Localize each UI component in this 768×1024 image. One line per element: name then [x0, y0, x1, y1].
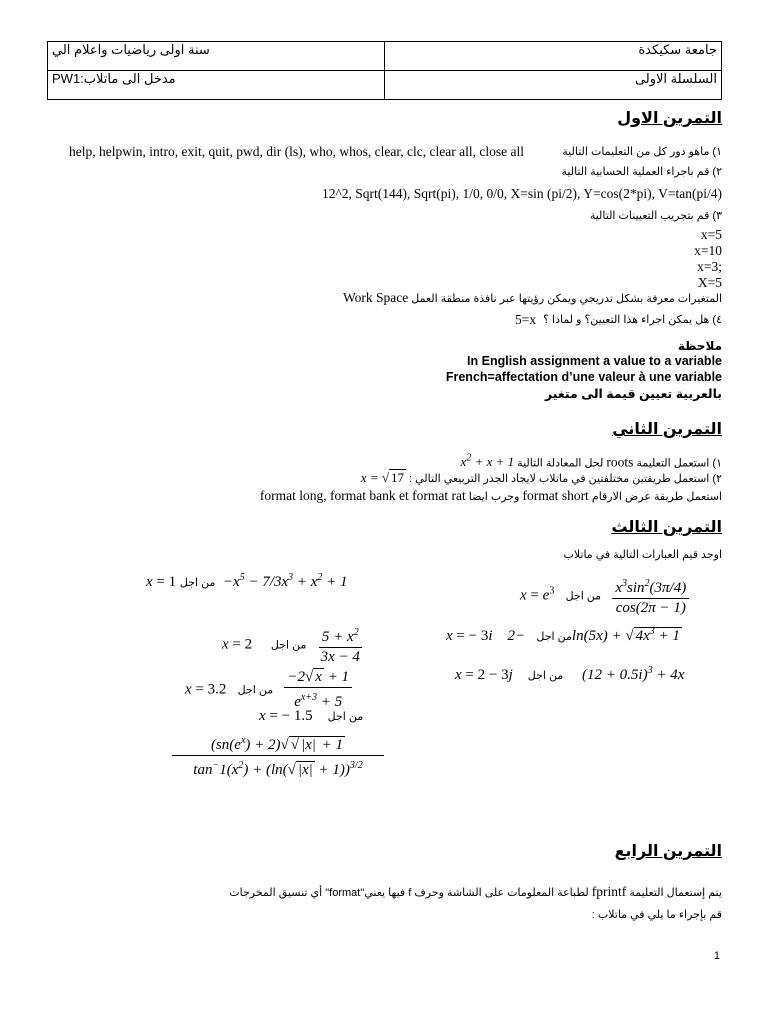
ex1-assign-1: x=5: [700, 227, 722, 242]
ex3-expr-7: x = 2 − 3j من اجل $(0.5 + 12i)^3 + 4x$: [455, 665, 685, 683]
ex1-workspace-term: Work Space: [343, 290, 409, 305]
header-university: جامعة سكيكدة: [385, 42, 722, 71]
ex1-q4-text: ٤) هل يمكن اجراء هذا التعيين؟ و لماذا ؟: [543, 314, 722, 326]
ex2-q2-text: ٢) استعمل طريقتين مختلفتين في ماتلاب لايجاد الجذر التربيعي التالي :: [409, 473, 722, 485]
ex2-q2-line: [361, 470, 722, 486]
ex2-sqrt-expr: x = √ 17: [360, 470, 404, 485]
ex2-q1-line: [461, 453, 722, 470]
ex2-q3-text: استعمل طريقة عرض الارقام: [591, 491, 722, 503]
ex4-line1: [229, 884, 722, 900]
header-year: سنة اولى رياضيات واعلام الي: [48, 42, 385, 71]
remark-english: In English assignment a value to a variable: [467, 354, 722, 368]
ex3-expr-4: $\frac{(sn(e^x) + 2)√ √ |x| + 1}{\tan^-1(x^2) + (\ln(√ |x| + 1))^{3/2}}$: [172, 731, 384, 780]
ex2-q1-text: ١) استعمل التعليمة: [636, 457, 722, 470]
ex3-intro: اوجد قيم العبارات التالية في ماتلاب: [563, 549, 722, 561]
remark-arabic: بالعربية تعيين قيمة الى متغير: [544, 387, 722, 401]
ex4-line2: قم بإجراء ما يلي في ماتلاب :: [591, 909, 722, 921]
ex2-equation: $x^2 + x + 1$: [460, 453, 515, 470]
ex3-expr-4-var: x = − 1.5 من اجل: [259, 708, 364, 724]
ex1-q2-expr: 12^2, Sqrt(144), Sqrt(pi), 1/0, 0/0, X=sin (pi/2), Y=cos(2*pi), V=tan(pi/4): [321, 186, 722, 201]
ex1-assign-2: x=10: [694, 243, 722, 258]
ex2-q3-text2: وجرب ايضا: [468, 491, 520, 503]
remark-french: French=affectation d’une valeur à une variable: [445, 370, 722, 384]
ex1-q2-text: ٢) قم باجراء العملية الحسابية التالية: [561, 166, 722, 178]
ex1-q4-expr: 5=x: [515, 312, 537, 327]
ex2-formats: format long, format bank et format rat: [259, 488, 466, 503]
ex2-format-short: format short: [522, 488, 589, 503]
ex1-title: التمرين الاول: [617, 110, 722, 127]
remark-title: ملاحظة: [677, 339, 722, 353]
ex2-title: التمرين الثاني: [612, 421, 722, 438]
ex4-title: التمرين الرابع: [614, 843, 722, 860]
ex3-expr-1: x = 1 من اجل $-x^5 - 7/3x^3 + x^2 + 1$: [146, 572, 348, 590]
ex4-line1-text2: لطباعة المعلومات على الشاشة وحرف f فيها يعني"format" أي تنسيق المخرجات: [229, 887, 589, 899]
ex4-fprintf-cmd: fprintf: [591, 884, 627, 899]
ex1-q1-commands: help, helpwin, intro, exit, quit, pwd, dir (ls), who, whos, clear, clc, clear all, close all: [69, 144, 524, 159]
page-number: 1: [713, 950, 720, 962]
ex3-expr-6: x = − 3i من اجل −2ln(5x) + √ $4x^3 + 1$: [446, 626, 680, 644]
header-series: السلسلة الاولى: [385, 71, 722, 100]
ex1-assign-3: x=3;: [697, 259, 722, 274]
header-table: [47, 41, 722, 100]
ex2-roots-cmd: roots: [606, 454, 634, 470]
ex3-expr-3: x = 3.2 من اجل $\frac{-2√ x + 1}{e^{x+3} + 5}$: [185, 668, 352, 712]
ex3-title: التمرين الثالث: [611, 519, 722, 536]
ex1-q1-text: ١) ماهو دور كل من التعليمات التالية: [562, 146, 722, 158]
ex3-expr-2: x = 2 من اجل $\frac{5 + x^2}{3x - 4}$: [222, 623, 363, 667]
header-pw: PW1:مدخل الى ماتلاب: [48, 71, 385, 100]
ex1-assign-4: X=5: [697, 275, 722, 290]
ex2-q1-text2: لحل المعادلة التالية: [517, 457, 604, 470]
ex1-note-text: المتغيرات معرفة بشكل تدريجي ويمكن رؤيتها عبر نافذة منطقة العمل: [411, 293, 722, 305]
ex1-q3-text: ٣) قم بتجريب التعيينات التالية: [589, 210, 722, 222]
ex2-q3-line: [260, 488, 722, 504]
ex3-expr-5: $x = e^3$ من اجل $\frac{x^3\sin^2(3\pi/4)}{\cos(2\pi - 1)}$: [520, 574, 689, 618]
ex4-line1-text: يتم إستعمال التعليمة: [629, 887, 722, 899]
